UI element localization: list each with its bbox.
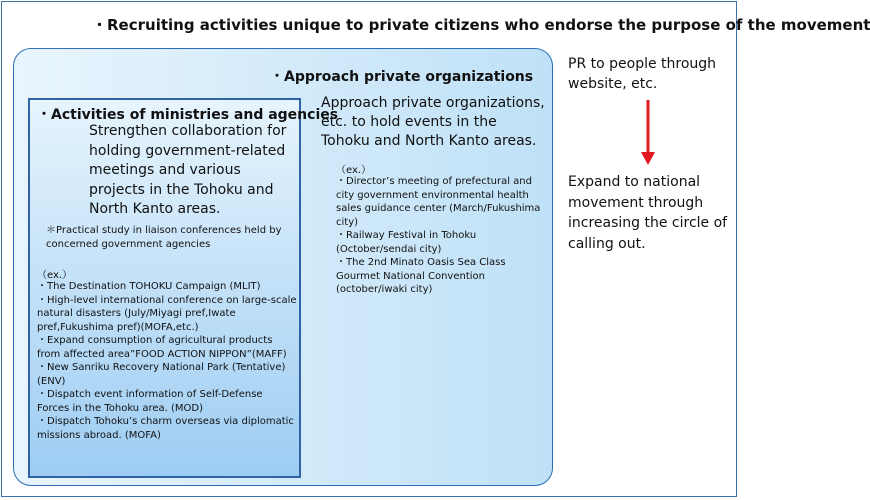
pr-website-text: PR to people through website, etc.: [568, 56, 717, 92]
ministries-description: Strengthen collaboration for holding government-related meetings and various projects in the Tohoku and North Kanto areas.: [89, 123, 287, 217]
private-example-item: ・Director’s meeting of prefectural and city government environmental health sales guidance center (March/Fukushima city): [336, 176, 541, 228]
ministry-example-item: ・Dispatch event information of Self-Defense Forces in the Tohoku area. (MOD): [37, 389, 263, 414]
private-organizations-description: Approach private organizations, etc. to hold events in the Tohoku and North Kanto areas.: [321, 95, 545, 149]
ministry-example-item: ・The Destination TOHOKU Campaign (MLIT): [37, 281, 261, 292]
down-arrow-icon: [638, 100, 658, 166]
private-examples-label: （ex.）: [336, 165, 372, 176]
ministry-example-item: ・Dispatch Tohoku’s charm overseas via diplomatic missions abroad. (MOFA): [37, 416, 294, 441]
header-title: ・Recruiting activities unique to private citizens who endorse the purpose of the movement: [92, 16, 870, 34]
ministry-example-item: ・Expand consumption of agricultural products from affected area”FOOD ACTION NIPPON”(MAFF): [37, 335, 287, 360]
ministry-example-item: ・High-level international conference on large-scale natural disasters (July/Miyagi pref,Iwate pref,Fukushima pref)(MOFA,etc.): [37, 294, 297, 333]
ministry-example-item: ・New Sanriku Recovery National Park (Tentative)(ENV): [37, 362, 286, 387]
private-example-item: ・Railway Festival in Tohoku (October/sendai city): [336, 230, 477, 255]
ministries-note: ＊Practical study in liaison conferences held by concerned government agencies: [46, 225, 282, 250]
ministries-examples-list: [37, 280, 297, 442]
private-examples-list: [336, 175, 541, 297]
private-example-item: ・The 2nd Minato Oasis Sea Class Gourmet National Convention (october/iwaki city): [336, 257, 506, 295]
ministries-examples-label: （ex.）: [37, 270, 73, 281]
expand-national-movement-text: Expand to national movement through increasing the circle of calling out.: [568, 174, 728, 252]
ministries-title: ・Activities of ministries and agencies: [37, 107, 339, 123]
private-organizations-title: ・Approach private organizations: [270, 69, 534, 85]
